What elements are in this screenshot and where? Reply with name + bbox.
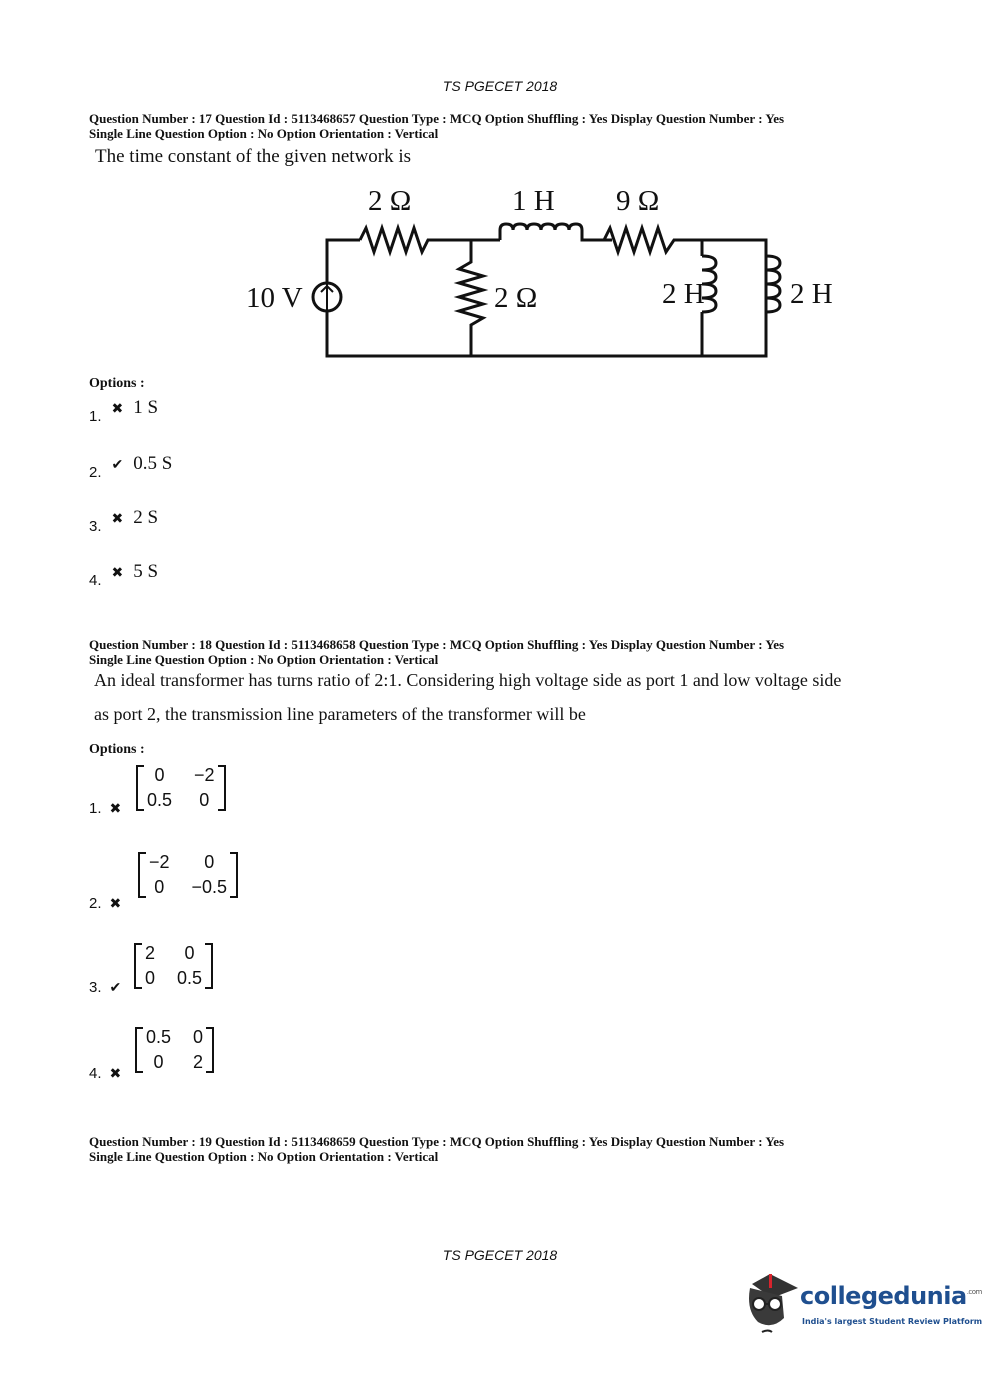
collegedunia-logo <box>742 1270 983 1340</box>
option-number: 1. <box>89 800 102 817</box>
option-number: 2. <box>89 464 102 481</box>
matrix-cell: −2 <box>149 852 170 872</box>
q18-option-2-matrix <box>138 852 238 898</box>
q18-meta-line1: Question Number : 18 Question Id : 5113468658 Question Type : MCQ Option Shuffling : Yes Display Question Number : Yes <box>89 637 785 652</box>
r-series-label: 2 Ω <box>368 185 412 217</box>
mascot-icon <box>742 1270 802 1336</box>
option-number: 3. <box>89 518 102 535</box>
q18-text-line1: An ideal transformer has turns ratio of 2:1. Considering high voltage side as port 1 and low voltage side <box>94 670 842 690</box>
q17-options-label: Options : <box>89 376 145 391</box>
matrix-cell: 0 <box>204 852 215 872</box>
check-icon: ✔ <box>111 458 124 473</box>
matrix-cell: 0.5 <box>147 790 173 810</box>
q18-text-line2: as port 2, the transmission line parameters of the transformer will be <box>94 704 586 724</box>
page-header: TS PGECET 2018 <box>442 78 558 94</box>
option-number: 3. <box>89 979 102 996</box>
q18-meta <box>89 637 784 667</box>
option-value: 2 S <box>133 507 159 528</box>
q19-meta-line1: Question Number : 19 Question Id : 5113468659 Question Type : MCQ Option Shuffling : Yes Display Question Number : Yes <box>89 1134 785 1149</box>
matrix-cell: 0 <box>154 765 165 785</box>
q17-option-1 <box>89 397 159 425</box>
matrix-cell: 0 <box>193 1027 204 1047</box>
matrix-cell: 2 <box>145 943 156 963</box>
q18-options-label: Options : <box>89 742 145 757</box>
logo-com: .com <box>966 1288 982 1296</box>
q18-meta-line2: Single Line Question Option : No Option Orientation : Vertical <box>89 652 439 667</box>
option-number: 2. <box>89 895 102 912</box>
q17-option-3 <box>89 507 159 535</box>
matrix-cell: 0 <box>199 790 210 810</box>
option-value: 0.5 S <box>133 453 173 474</box>
q18-option-4-matrix <box>135 1027 214 1073</box>
q19-meta <box>89 1134 784 1164</box>
q18-option-3-label <box>89 979 121 997</box>
option-value: 5 S <box>133 561 159 582</box>
q19-meta-line2: Single Line Question Option : No Option Orientation : Vertical <box>89 1149 439 1164</box>
cross-icon: ✖ <box>109 1067 122 1082</box>
q18-option-4-label <box>89 1065 121 1083</box>
q17-meta-line1: Question Number : 17 Question Id : 5113468657 Question Type : MCQ Option Shuffling : Yes Display Question Number : Yes <box>89 111 785 126</box>
q17-option-2 <box>89 453 173 481</box>
option-number: 4. <box>89 1065 102 1082</box>
matrix-cell: 0 <box>184 943 195 963</box>
matrix-cell: 2 <box>193 1052 204 1072</box>
q17-option-4 <box>89 561 159 589</box>
matrix-cell: 0.5 <box>177 968 203 988</box>
cross-icon: ✖ <box>111 402 124 417</box>
cross-icon: ✖ <box>111 566 124 581</box>
matrix-cell: 0 <box>153 1052 164 1072</box>
l-series-label: 1 H <box>512 185 555 217</box>
logo-name: collegedunia <box>800 1282 967 1310</box>
option-value: 1 S <box>133 397 159 418</box>
l2-label: 2 H <box>790 278 833 310</box>
q18-option-2-label <box>89 895 121 913</box>
matrix-cell: 0.5 <box>146 1027 172 1047</box>
option-number: 4. <box>89 572 102 589</box>
r-series2-label: 9 Ω <box>616 185 660 217</box>
matrix-cell: 0 <box>154 877 165 897</box>
matrix-cell: 0 <box>145 968 156 988</box>
q17-meta <box>89 111 784 141</box>
l1-label: 2 H <box>662 278 705 310</box>
q18-option-1-label <box>89 800 121 818</box>
matrix-cell: −0.5 <box>191 877 228 897</box>
cross-icon: ✖ <box>109 802 122 817</box>
circuit-diagram <box>230 178 870 368</box>
q18-option-1-matrix <box>136 765 226 811</box>
q17-text: The time constant of the given network is <box>95 146 412 167</box>
r-shunt-label: 2 Ω <box>494 282 538 314</box>
matrix-cell: −2 <box>194 765 215 785</box>
q18-option-3-matrix <box>134 943 213 989</box>
source-label: 10 V <box>246 282 303 314</box>
check-icon: ✔ <box>109 981 122 996</box>
page-footer: TS PGECET 2018 <box>442 1247 558 1263</box>
logo-tagline: India's largest Student Review Platform <box>802 1317 983 1326</box>
cross-icon: ✖ <box>111 512 124 527</box>
logo-wordmark <box>800 1282 982 1310</box>
cross-icon: ✖ <box>109 897 122 912</box>
option-number: 1. <box>89 408 102 425</box>
q17-meta-line2: Single Line Question Option : No Option Orientation : Vertical <box>89 126 439 141</box>
